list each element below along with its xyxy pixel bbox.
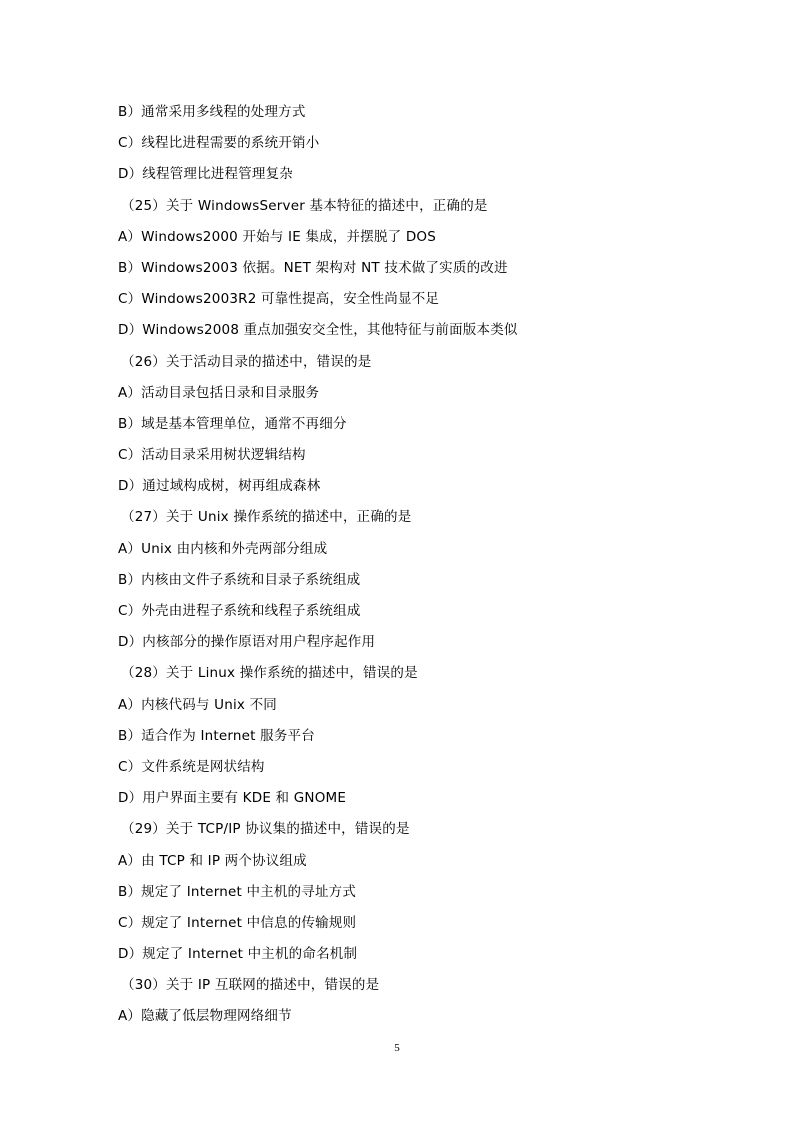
option-line: A）由 TCP 和 IP 两个协议组成 xyxy=(118,852,307,869)
option-line: D）用户界面主要有 KDE 和 GNOME xyxy=(118,790,347,807)
option-line: C）文件系统是网状结构 xyxy=(118,758,265,775)
question-line: （26）关于活动目录的描述中，错误的是 xyxy=(121,353,372,370)
option-line: B）适合作为 Internet 服务平台 xyxy=(118,727,315,744)
page-number: 5 xyxy=(394,1042,400,1054)
option-line: D）规定了 Internet 中主机的命名机制 xyxy=(118,946,358,963)
option-line: C）活动目录采用树状逻辑结构 xyxy=(118,447,306,464)
option-line: A）内核代码与 Unix 不同 xyxy=(118,696,277,713)
option-line: A）活动目录包括日录和目录服务 xyxy=(118,384,320,401)
option-line: B）内核由文件子系统和目录子系统组成 xyxy=(118,571,361,588)
option-line: A）Windows2000 开始与 IE 集成，并摆脱了 DOS xyxy=(118,228,437,245)
option-line: A）隐藏了低层物理网络细节 xyxy=(118,1008,292,1025)
option-line: B）通常采用多线程的处理方式 xyxy=(118,104,306,120)
option-line: C）规定了 Internet 中信息的传输规则 xyxy=(118,914,357,931)
question-line: （25）关于 WindowsServer 基本特征的描述中，正确的是 xyxy=(121,197,488,214)
option-line: C）外壳由进程子系统和线程子系统组成 xyxy=(118,603,361,619)
option-line: D）线程管理比进程管理复杂 xyxy=(118,166,293,183)
question-line: （28）关于 Linux 操作系统的描述中，错误的是 xyxy=(121,665,418,682)
option-line: D）通过域构成树，树再组成森林 xyxy=(118,478,321,495)
option-line: D）内核部分的操作原语对用户程序起作用 xyxy=(118,634,376,651)
question-line: （27）关于 Unix 操作系统的描述中，正确的是 xyxy=(121,509,412,526)
option-line: C）Windows2003R2 可靠性提高，安全性尚显不足 xyxy=(118,291,440,308)
option-line: B）域是基本管理单位，通常不再细分 xyxy=(118,415,347,432)
document-body xyxy=(118,101,698,1037)
option-line: D）Windows2008 重点加强安交全性，其他特征与前面版本类似 xyxy=(118,322,518,339)
option-line: C）线程比进程需要的系统开销小 xyxy=(118,135,320,152)
option-line: A）Unix 由内核和外壳两部分组成 xyxy=(118,540,328,557)
question-line: （30）关于 IP 互联网的描述中，错误的是 xyxy=(121,977,380,994)
option-line: B）规定了 Internet 中主机的寻址方式 xyxy=(118,883,357,900)
question-line: （29）关于 TCP/IP 协议集的描述中，错误的是 xyxy=(121,821,410,838)
option-line: B）Windows2003 依据。NET 架构对 NT 技术做了实质的改进 xyxy=(118,259,508,276)
